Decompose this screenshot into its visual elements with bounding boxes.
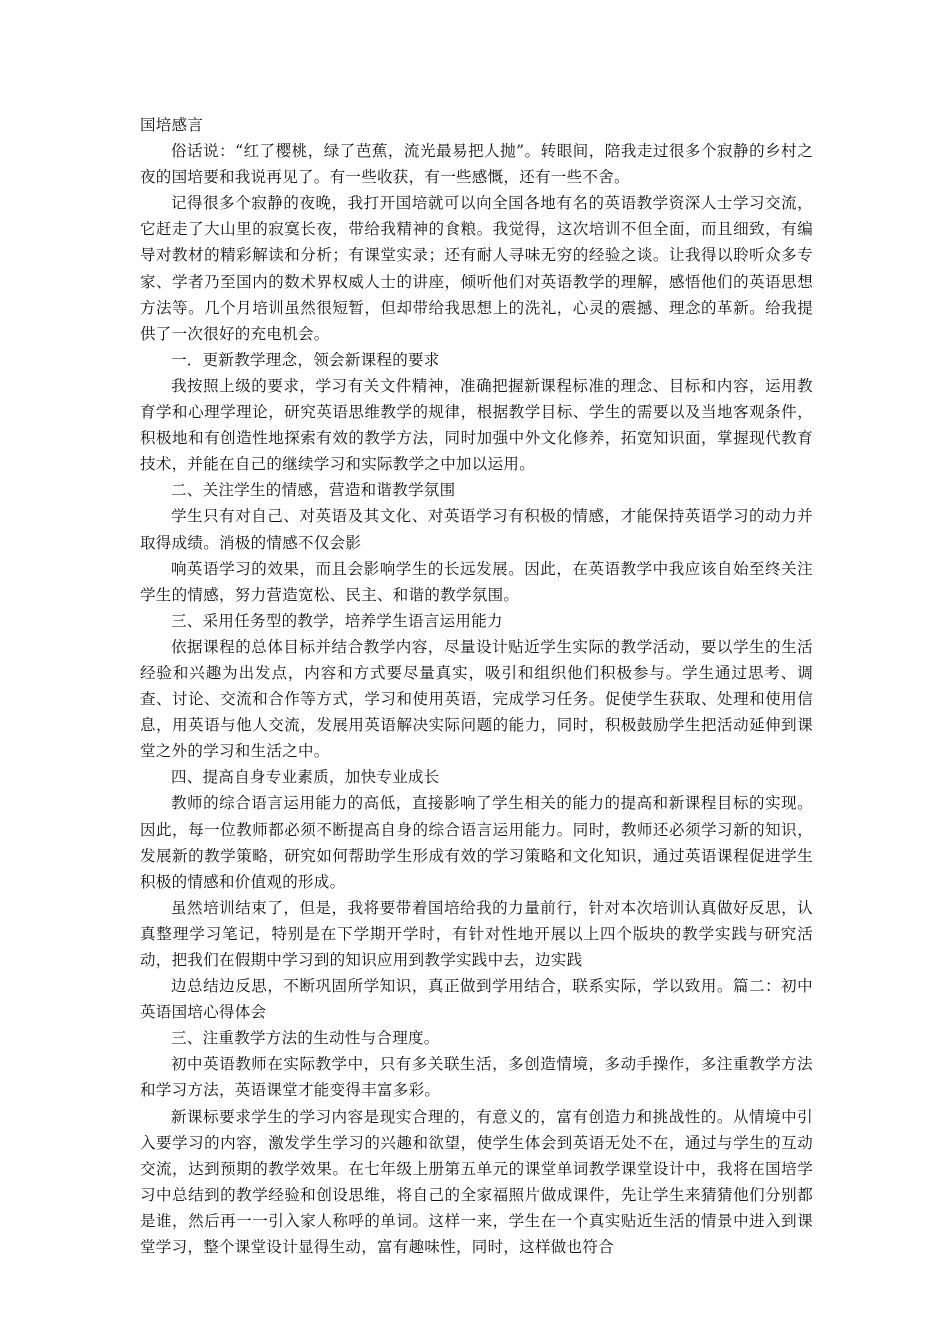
- section-heading-4: 四、提高自身专业素质，加快专业成长: [171, 768, 440, 787]
- paragraph-conclusion-a: 虽然培训结束了，但是，我将要带着国培给我的力量前行，针对本次培训认真做好反思，认真整理学习笔记，特别是在下学期开学时，有针对性地开展以上四个版块的教学实践与研究活动，把我们在假期中学习到的知识应用到教学实践中去，边实践: [140, 898, 813, 969]
- paragraph-section-3: 依据课程的总体目标并结合教学内容，尽量设计贴近学生实际的教学活动，要以学生的生活经验和兴趣为出发点，内容和方式要尽量真实，吸引和组织他们积极参与。学生通过思考、调查、讨论、交流和合作等方式，学习和使用英语，完成学习任务。促使学生获取、处理和使用信息，用英语与他人交流，发展用英语解决实际问题的能力，同时，积极鼓励学生把活动延伸到课堂之外的学习和生活之中。: [140, 637, 813, 761]
- paragraph-memory: 记得很多个寂静的夜晚，我打开国培就可以向全国各地有名的英语教学资深人士学习交流，它赶走了大山里的寂寞长夜，带给我精神的食粮。我觉得，这次培训不但全面，而且细致，有编导对教材的精彩解读和分析；有课堂实录；还有耐人寻味无穷的经验之谈。让我得以聆听众多专家、学者乃至国内的数术界权威人士的讲座，倾听他们对英语教学的理解，感悟他们的英语思想方法等。几个月培训虽然很短暂，但却带给我思想上的洗礼，心灵的震撼、理念的革新。给我提供了一次很好的充电机会。: [140, 194, 813, 343]
- paragraph-methods: 初中英语教师在实际教学中，只有多关联生活，多创造情境，多动手操作，多注重教学方法和学习方法，英语课堂才能变得丰富多彩。: [140, 1055, 813, 1100]
- document-title: 国培感言: [140, 116, 204, 134]
- paragraph-curriculum: 新课标要求学生的学习内容是现实合理的，有意义的，富有创造力和挑战性的。从情境中引入要学习的内容，激发学生学习的兴趣和欲望，使学生体会到英语无处不在，通过与学生的互动交流，达到预期的教学效果。在七年级上册第五单元的课堂单词教学课堂设计中，我将在国培学习中总结到的教学经验和创设思维，将自己的全家福照片做成课件，先让学生来猜猜他们分别都是谁，然后再一一引入家人称呼的单词。这样一来，学生在一个真实贴近生活的情景中进入到课堂学习，整个课堂设计显得生动，富有趣味性，同时，这样做也符合: [140, 1107, 813, 1257]
- paragraph-section-2a: 学生只有对自己、对英语及其文化、对英语学习有积极的情感，才能保持英语学习的动力并取得成绩。消极的情感不仅会影: [140, 507, 813, 552]
- document-page: [140, 112, 813, 1260]
- section-heading-3: 三、采用任务型的教学，培养学生语言运用能力: [171, 611, 503, 630]
- section-heading-2: 二、关注学生的情感，营造和谐教学氛围: [171, 481, 456, 500]
- section-heading-methods: 三、注重教学方法的生动性与合理度。: [171, 1029, 440, 1048]
- section-heading-1: 一．更新教学理念，领会新课程的要求: [171, 350, 440, 369]
- paragraph-section-2b: 响英语学习的效果，而且会影响学生的长远发展。因此，在英语教学中我应该自始至终关注学生的情感，努力营造宽松、民主、和谐的教学氛围。: [140, 559, 813, 604]
- paragraph-intro: 俗话说：“红了樱桃，绿了芭蕉，流光最易把人抛”。转眼间，陪我走过很多个寂静的乡村之夜的国培要和我说再见了。有一些收获，有一些感慨，还有一些不舍。: [140, 142, 813, 187]
- paragraph-section-4: 教师的综合语言运用能力的高低，直接影响了学生相关的能力的提高和新课程目标的实现。因此，每一位教师都必须不断提高自身的综合语言运用能力。同时，教师还必须学习新的知识，发展新的教学策略，研究如何帮助学生形成有效的学习策略和文化知识，通过英语课程促进学生积极的情感和价值观的形成。: [140, 794, 813, 891]
- paragraph-conclusion-b: 边总结边反思，不断巩固所学知识，真正做到学用结合，联系实际，学以致用。篇二：初中英语国培心得体会: [140, 977, 813, 1022]
- paragraph-section-1: 我按照上级的要求，学习有关文件精神，准确把握新课程标准的理念、目标和内容，运用教育学和心理学理论，研究英语思维教学的规律，根据教学目标、学生的需要以及当地客观条件，积极地和有创造性地探索有效的教学方法，同时加强中外文化修养，拓宽知识面，掌握现代教育技术，并能在自己的继续学习和实际教学之中加以运用。: [140, 376, 813, 474]
